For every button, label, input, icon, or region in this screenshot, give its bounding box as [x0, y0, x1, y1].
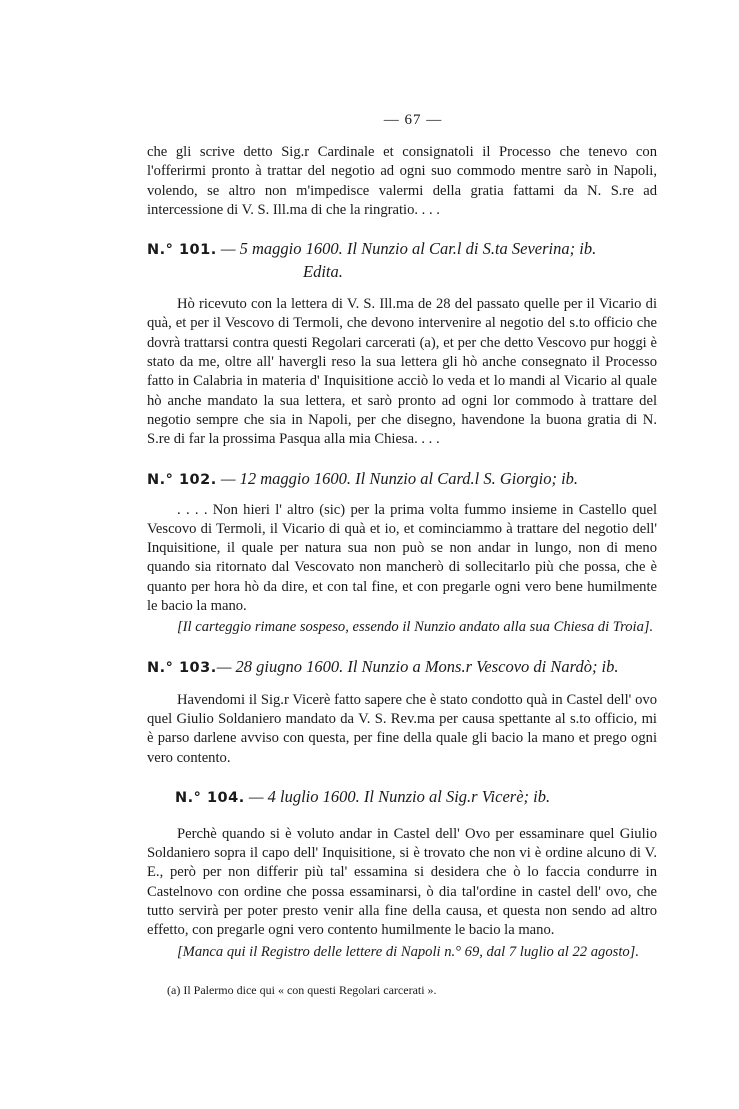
letter-date-title: — 5 maggio 1600. Il Nunzio al Car.l di S.ta Severina; ib. [216, 239, 597, 259]
editorial-note: [Il carteggio rimane sospeso, essendo il Nunzio andato alla sua Chiesa di Troia]. [177, 619, 654, 636]
letter-date-title: — 28 giugno 1600. Il Nunzio a Mons.r Vescovo di Nardò; ib. [216, 656, 619, 676]
page [147, 112, 657, 998]
letter-number: N.° 102. [147, 471, 217, 488]
letter-number: N.° 101. [147, 242, 217, 259]
letter-date-title: — 4 luglio 1600. Il Nunzio al Sig.r Vicerè; ib. [244, 786, 551, 806]
letter-body: Perchè quando si è voluto andar in Castel dell' Ovo per essaminare quel Giulio Soldaniero sopra il capo dell' Inquisitione, si è trovato che non vi è ordine alcuno di V. E., però per non differir più tal' essamina si desidera che ò lo faccia condurre in Castelnovo con ordine che possa essaminarsi, ò dia tal'ordine in castel dell' ovo, che tutto servirà per poter presto venir alla fine della causa, et questa non sendo ad altro effetto, con pregarle ogni vero contento humilmente le bacio la mano. [147, 825, 657, 939]
letter-103 [147, 656, 657, 768]
letter-102 [147, 468, 657, 638]
page-number: — 67 — [383, 112, 443, 128]
opening-paragraph: che gli scrive detto Sig.r Cardinale et consignatoli il Processo che tenevo con l'offerirmi pronto à trattar del negotio ad ogni suo commodo mentre sarò in Napoli, volendo, se altro non m'impedisce valermi della gratia fattami da N. S.re ad intercessione di V. S. Ill.ma di che la ringratio. . . . [147, 144, 657, 218]
letter-number: N.° 104. [175, 789, 245, 806]
letter-date-title: — 12 maggio 1600. Il Nunzio al Card.l S. Giorgio; ib. [216, 468, 579, 488]
letter-body: . . . . Non hieri l' altro (sic) per la prima volta fummo insieme in Castello quel Vescovo di Termoli, il Vicario di quà et io, et cominciammo à trattare del negotio dell' Inquisitione, il quale per natura sua non può se non andar in lungo, non di meno quando sia ritornato dal Vescovato non mancherò di sollecitarlo più che possa, che è quanto per hora hò da dire, et con tal fine, et con pregarle ogni vero bene humilmente le bacio la mano. [147, 501, 657, 615]
letter-body: Hò ricevuto con la lettera di V. S. Ill.ma de 28 del passato quelle per il Vicario di quà, et per il Vescovo di Termoli, che devono intervenire al negotio del s.to officio che dovrà trattarsi contra questi Regolari carcerati (a), et per che detto Vescovo pur hoggi è stato da me, oltre all' havergli reso la sua lettera gli hò anche consegnato il Processo fatto in Calabria in materia d' Inquisitione acciò lo veda et lo mandi al Vicario al quale hò anche mandato la sua lettera, et sarò pronto ad ogni lor commodo à trattare del negotio sempre che sia in Napoli, per che disegno, havendone la buona gratia di N. S.re di far la prossima Pasqua alla mia Chiesa. . . . [147, 296, 657, 448]
letter-heading [147, 238, 657, 282]
letter-subheading: Edita. [303, 262, 343, 282]
footnote: (a) Il Palermo dice qui « con questi Regolari carcerati ». [167, 982, 437, 997]
letter-number: N.° 103. [147, 659, 217, 676]
letter-heading [147, 656, 657, 679]
letter-body: Havendomi il Sig.r Vicerè fatto sapere che è stato condotto quà in Castel dell' ovo quel Giulio Soldaniero mandato da V. S. Rev.ma per causa spettante al s.to officio, mi è parso darlene avviso con questa, per fine della quale gli bacio la mano et prego ogni vero contento. [147, 691, 657, 766]
letter-heading [147, 468, 657, 491]
editorial-note: [Manca qui il Registro delle lettere di Napoli n.° 69, dal 7 luglio al 22 agosto]. [177, 943, 639, 960]
letter-104 [147, 786, 657, 962]
letter-heading [147, 786, 657, 809]
letter-101 [147, 238, 657, 449]
